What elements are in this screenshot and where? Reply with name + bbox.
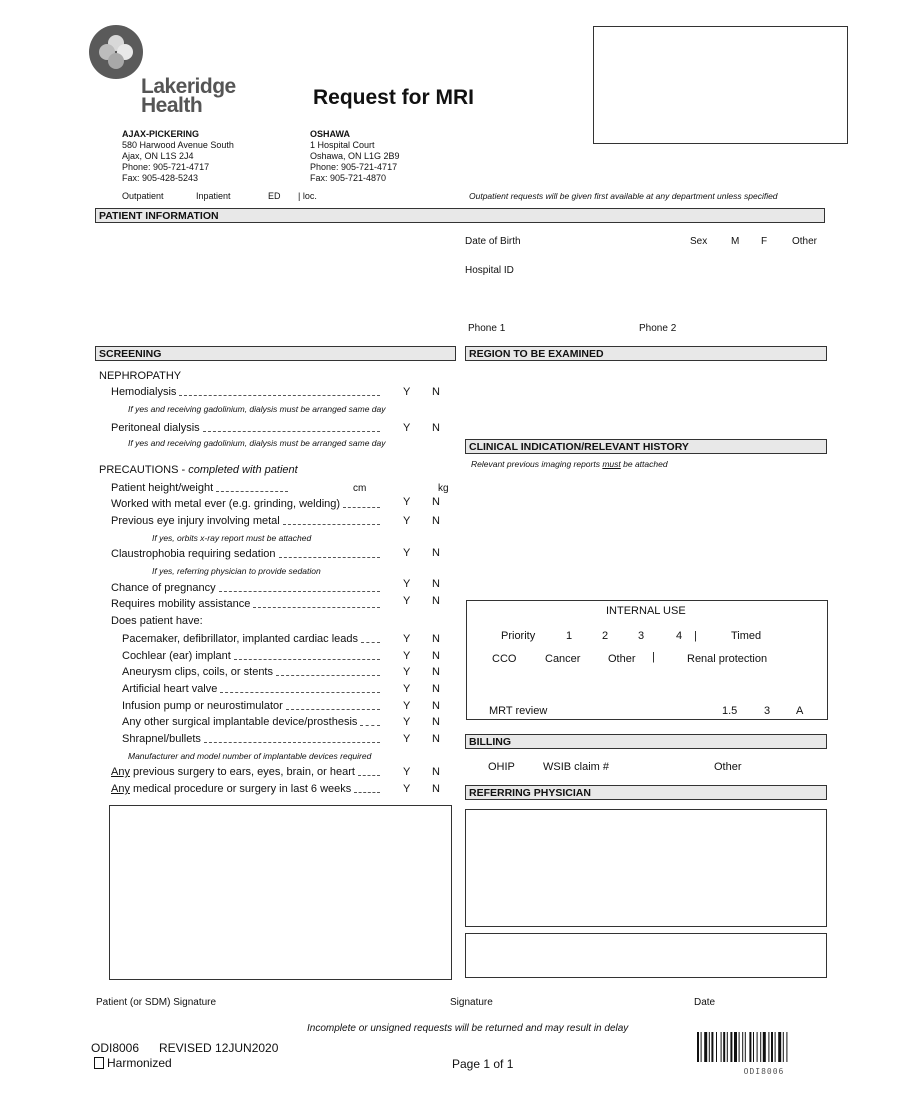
pregnancy-n[interactable]: N bbox=[432, 578, 440, 590]
sex-m-option[interactable]: M bbox=[731, 236, 740, 247]
barcode-bar bbox=[730, 1032, 732, 1062]
claustro-n[interactable]: N bbox=[432, 547, 440, 559]
metal-n[interactable]: N bbox=[432, 496, 440, 508]
site-oshawa-fax: Fax: 905-721-4870 bbox=[310, 173, 387, 183]
peritoneal-note: If yes and receiving gadolinium, dialysis must be arranged same day bbox=[128, 438, 386, 448]
pacemaker-row bbox=[122, 633, 383, 646]
manufacturer-note: Manufacturer and model number of implantable devices required bbox=[128, 751, 372, 761]
barcode-bar bbox=[757, 1032, 758, 1062]
site-oshawa-name: OSHAWA bbox=[310, 129, 351, 139]
barcode-bar bbox=[734, 1032, 737, 1062]
shrapnel-y[interactable]: Y bbox=[403, 733, 411, 745]
eye-y[interactable]: Y bbox=[403, 515, 411, 527]
page-number: Page 1 of 1 bbox=[452, 1057, 514, 1071]
mrt-review-label: MRT review bbox=[489, 705, 548, 717]
claustro-label: Claustrophobia requiring sedation bbox=[111, 548, 276, 560]
referring-extra-box[interactable] bbox=[465, 933, 827, 978]
aneurysm-y[interactable]: Y bbox=[403, 666, 411, 678]
hospital-id-label: Hospital ID bbox=[465, 265, 514, 276]
eye-label: Previous eye injury involving metal bbox=[111, 515, 280, 527]
procedure-label: medical procedure or surgery in last 6 weeks bbox=[129, 783, 352, 795]
metal-y[interactable]: Y bbox=[403, 496, 411, 508]
procedure-n[interactable]: N bbox=[432, 783, 440, 795]
sex-other-option[interactable]: Other bbox=[792, 236, 818, 247]
cochlear-row bbox=[122, 650, 383, 663]
other-device-n[interactable]: N bbox=[432, 716, 440, 728]
leader-line bbox=[253, 607, 380, 608]
hemodialysis-n[interactable]: N bbox=[432, 386, 440, 398]
height-weight-label: Patient height/weight bbox=[111, 482, 214, 494]
priority-3[interactable]: 3 bbox=[638, 630, 645, 642]
patient-info-header: PATIENT INFORMATION bbox=[95, 208, 825, 223]
ed-option[interactable]: ED bbox=[268, 191, 281, 201]
tesla-a[interactable]: A bbox=[796, 705, 804, 717]
barcode-bar bbox=[721, 1032, 722, 1062]
nephropathy-heading: NEPHROPATHY bbox=[99, 370, 182, 382]
leader-line bbox=[343, 507, 380, 508]
priority-4[interactable]: 4 bbox=[676, 630, 683, 642]
barcode bbox=[697, 1032, 831, 1076]
ohip-option[interactable]: OHIP bbox=[488, 761, 515, 773]
internal-use-box bbox=[466, 600, 828, 720]
surgery-label: previous surgery to ears, eyes, brain, or heart bbox=[129, 766, 355, 778]
barcode-bar bbox=[742, 1032, 743, 1062]
eye-n[interactable]: N bbox=[432, 515, 440, 527]
hemodialysis-y[interactable]: Y bbox=[403, 386, 411, 398]
pacemaker-label: Pacemaker, defibrillator, implanted cardiac leads bbox=[122, 633, 359, 645]
loc-field[interactable]: | loc. bbox=[298, 191, 317, 201]
aneurysm-label: Aneurysm clips, coils, or stents bbox=[122, 666, 273, 678]
does-patient-have: Does patient have: bbox=[111, 615, 203, 627]
shrapnel-n[interactable]: N bbox=[432, 733, 440, 745]
peritoneal-label: Peritoneal dialysis bbox=[111, 422, 200, 434]
barcode-icon bbox=[697, 1032, 831, 1062]
cancer-option[interactable]: Cancer bbox=[545, 653, 581, 665]
renal-option[interactable]: Renal protection bbox=[687, 653, 768, 665]
shrapnel-label: Shrapnel/bullets bbox=[122, 733, 201, 745]
priority-2[interactable]: 2 bbox=[602, 630, 609, 642]
physician-signature-label: Signature bbox=[450, 997, 493, 1008]
barcode-bar bbox=[763, 1032, 766, 1062]
sex-f-option[interactable]: F bbox=[761, 236, 768, 247]
logo-text-2: Health bbox=[141, 94, 203, 117]
mobility-label: Requires mobility assistance bbox=[111, 598, 251, 610]
clinical-note-b: be attached bbox=[620, 459, 668, 469]
barcode-bar bbox=[711, 1032, 713, 1062]
site-ajax bbox=[122, 129, 234, 184]
infusion-row bbox=[122, 700, 383, 713]
pacemaker-y[interactable]: Y bbox=[403, 633, 411, 645]
sex-label: Sex bbox=[690, 236, 708, 247]
cm-unit: cm bbox=[353, 483, 367, 494]
surgery-any: Any bbox=[111, 766, 130, 778]
mobility-row bbox=[111, 598, 383, 611]
logo-text-1: Lakeridge bbox=[141, 75, 236, 98]
barcode-bar bbox=[768, 1032, 769, 1062]
incomplete-warning: Incomplete or unsigned requests will be returned and may result in delay bbox=[307, 1023, 629, 1034]
clinical-note bbox=[471, 459, 668, 469]
claustro-note: If yes, referring physician to provide sedation bbox=[152, 566, 321, 576]
cochlear-label: Cochlear (ear) implant bbox=[122, 650, 231, 662]
site-ajax-address: 580 Harwood Avenue South bbox=[122, 140, 234, 150]
leader-line bbox=[361, 642, 380, 643]
barcode-bar bbox=[723, 1032, 725, 1062]
barcode-bar bbox=[716, 1032, 717, 1062]
leader-line bbox=[219, 591, 380, 592]
label-box bbox=[593, 26, 848, 144]
screening-header: SCREENING bbox=[95, 346, 456, 361]
phone2-label: Phone 2 bbox=[639, 323, 677, 334]
surgery-row bbox=[111, 766, 383, 779]
inpatient-option[interactable]: Inpatient bbox=[196, 191, 231, 201]
aneurysm-n[interactable]: N bbox=[432, 666, 440, 678]
site-ajax-fax: Fax: 905-428-5243 bbox=[122, 173, 199, 183]
harmonized-label bbox=[94, 1056, 172, 1070]
barcode-bar bbox=[749, 1032, 751, 1062]
revised-date: REVISED 12JUN2020 bbox=[159, 1041, 279, 1055]
clinical-header: CLINICAL INDICATION/RELEVANT HISTORY bbox=[465, 439, 827, 454]
peritoneal-row bbox=[111, 422, 383, 435]
peritoneal-y[interactable]: Y bbox=[403, 422, 411, 434]
leader-line bbox=[360, 725, 380, 726]
internal-use-title: INTERNAL USE bbox=[606, 605, 686, 617]
cochlear-n[interactable]: N bbox=[432, 650, 440, 662]
leader-line bbox=[203, 431, 380, 432]
procedure-any: Any bbox=[111, 783, 130, 795]
internal-divider: | bbox=[652, 651, 655, 663]
barcode-text: ODI8006 bbox=[743, 1067, 785, 1076]
mobility-y[interactable]: Y bbox=[403, 595, 411, 607]
leader-line bbox=[358, 775, 380, 776]
tesla-1-5[interactable]: 1.5 bbox=[722, 705, 738, 717]
leader-line bbox=[220, 692, 380, 693]
hemodialysis-row bbox=[111, 386, 383, 399]
screening-notes-box[interactable] bbox=[109, 805, 452, 980]
infusion-label: Infusion pump or neurostimulator bbox=[122, 700, 283, 712]
eye-note: If yes, orbits x-ray report must be attached bbox=[152, 533, 312, 543]
dob-label: Date of Birth bbox=[465, 236, 521, 247]
barcode-bar bbox=[697, 1032, 699, 1062]
barcode-bar bbox=[778, 1032, 781, 1062]
surgery-n[interactable]: N bbox=[432, 766, 440, 778]
claustro-y[interactable]: Y bbox=[403, 547, 411, 559]
aneurysm-row bbox=[122, 666, 383, 679]
outpatient-option[interactable]: Outpatient bbox=[122, 191, 164, 201]
logo bbox=[88, 24, 248, 119]
cochlear-y[interactable]: Y bbox=[403, 650, 411, 662]
infusion-n[interactable]: N bbox=[432, 700, 440, 712]
site-oshawa-phone: Phone: 905-721-4717 bbox=[310, 162, 398, 172]
site-ajax-phone: Phone: 905-721-4717 bbox=[122, 162, 210, 172]
barcode-bar bbox=[701, 1032, 702, 1062]
shrapnel-row bbox=[122, 733, 383, 746]
procedure-row bbox=[111, 783, 383, 796]
billing-header: BILLING bbox=[465, 734, 827, 749]
leader-line bbox=[279, 557, 381, 558]
barcode-bar bbox=[775, 1032, 776, 1062]
precautions-sub: completed with patient bbox=[188, 464, 298, 476]
timed-option[interactable]: Timed bbox=[731, 630, 762, 642]
pregnancy-label: Chance of pregnancy bbox=[111, 582, 216, 594]
mobility-n[interactable]: N bbox=[432, 595, 440, 607]
site-ajax-name: AJAX-PICKERING bbox=[122, 129, 200, 139]
other-device-y[interactable]: Y bbox=[403, 716, 411, 728]
metal-label: Worked with metal ever (e.g. grinding, welding) bbox=[111, 498, 341, 510]
other-option[interactable]: Other bbox=[608, 653, 636, 665]
heart-valve-row bbox=[122, 683, 383, 696]
eye-row bbox=[111, 515, 383, 528]
site-oshawa-address: 1 Hospital Court bbox=[310, 140, 375, 150]
pregnancy-row bbox=[111, 582, 383, 595]
leader-line bbox=[354, 792, 380, 793]
leader-line bbox=[283, 524, 380, 525]
page-title: Request for MRI bbox=[313, 86, 475, 109]
infusion-y[interactable]: Y bbox=[403, 700, 411, 712]
barcode-bar bbox=[739, 1032, 740, 1062]
harmonized-text: Harmonized bbox=[107, 1056, 172, 1070]
priority-divider: | bbox=[694, 630, 697, 642]
region-header: REGION TO BE EXAMINED bbox=[465, 346, 827, 361]
billing-other-option[interactable]: Other bbox=[714, 761, 742, 773]
heart-valve-label: Artificial heart valve bbox=[122, 683, 218, 695]
precautions-label: PRECAUTIONS - bbox=[99, 464, 189, 476]
site-oshawa-city: Oshawa, ON L1G 2B9 bbox=[310, 151, 400, 161]
barcode-bar bbox=[727, 1032, 728, 1062]
precautions-heading bbox=[99, 464, 298, 477]
other-device-row bbox=[122, 716, 383, 729]
lakeridge-logo-icon bbox=[88, 24, 144, 80]
pacemaker-n[interactable]: N bbox=[432, 633, 440, 645]
patient-signature-label: Patient (or SDM) Signature bbox=[96, 997, 217, 1008]
phone1-label: Phone 1 bbox=[468, 323, 506, 334]
leader-line bbox=[286, 709, 380, 710]
barcode-bar bbox=[760, 1032, 761, 1062]
priority-1[interactable]: 1 bbox=[566, 630, 573, 642]
barcode-bar bbox=[709, 1032, 710, 1062]
hemodialysis-label: Hemodialysis bbox=[111, 386, 177, 398]
cco-option[interactable]: CCO bbox=[492, 653, 517, 665]
clinical-note-must: must bbox=[602, 459, 621, 469]
surgery-y[interactable]: Y bbox=[403, 766, 411, 778]
outpatient-note: Outpatient requests will be given first available at any department unless specified bbox=[469, 191, 778, 201]
site-ajax-city: Ajax, ON L1S 2J4 bbox=[122, 151, 194, 161]
procedure-y[interactable]: Y bbox=[403, 783, 411, 795]
date-label: Date bbox=[694, 997, 716, 1008]
hemodialysis-note: If yes and receiving gadolinium, dialysis must be arranged same day bbox=[128, 404, 386, 414]
wsib-option[interactable]: WSIB claim # bbox=[543, 761, 610, 773]
height-weight-row bbox=[111, 482, 291, 495]
pregnancy-y[interactable]: Y bbox=[403, 578, 411, 590]
leader-line bbox=[234, 659, 380, 660]
clinical-note-a: Relevant previous imaging reports bbox=[471, 459, 603, 469]
referring-header: REFERRING PHYSICIAN bbox=[465, 785, 827, 800]
kg-unit: kg bbox=[438, 483, 449, 494]
priority-label: Priority bbox=[501, 630, 536, 642]
form-id: ODI8006 bbox=[91, 1041, 140, 1055]
barcode-bar bbox=[704, 1032, 707, 1062]
referring-physician-box[interactable] bbox=[465, 809, 827, 927]
leader-line bbox=[216, 491, 288, 492]
barcode-bar bbox=[745, 1032, 746, 1062]
harmonized-checkbox[interactable] bbox=[94, 1057, 104, 1069]
barcode-bar bbox=[771, 1032, 773, 1062]
tesla-3[interactable]: 3 bbox=[764, 705, 771, 717]
heart-valve-y[interactable]: Y bbox=[403, 683, 411, 695]
site-oshawa bbox=[310, 129, 400, 184]
other-device-label: Any other surgical implantable device/prosthesis bbox=[122, 716, 358, 728]
claustro-row bbox=[111, 548, 383, 561]
heart-valve-n[interactable]: N bbox=[432, 683, 440, 695]
peritoneal-n[interactable]: N bbox=[432, 422, 440, 434]
leader-line bbox=[204, 742, 380, 743]
barcode-bar bbox=[786, 1032, 787, 1062]
metal-row bbox=[111, 498, 383, 511]
barcode-bar bbox=[783, 1032, 784, 1062]
leader-line bbox=[179, 395, 380, 396]
barcode-bar bbox=[753, 1032, 754, 1062]
leader-line bbox=[276, 675, 380, 676]
